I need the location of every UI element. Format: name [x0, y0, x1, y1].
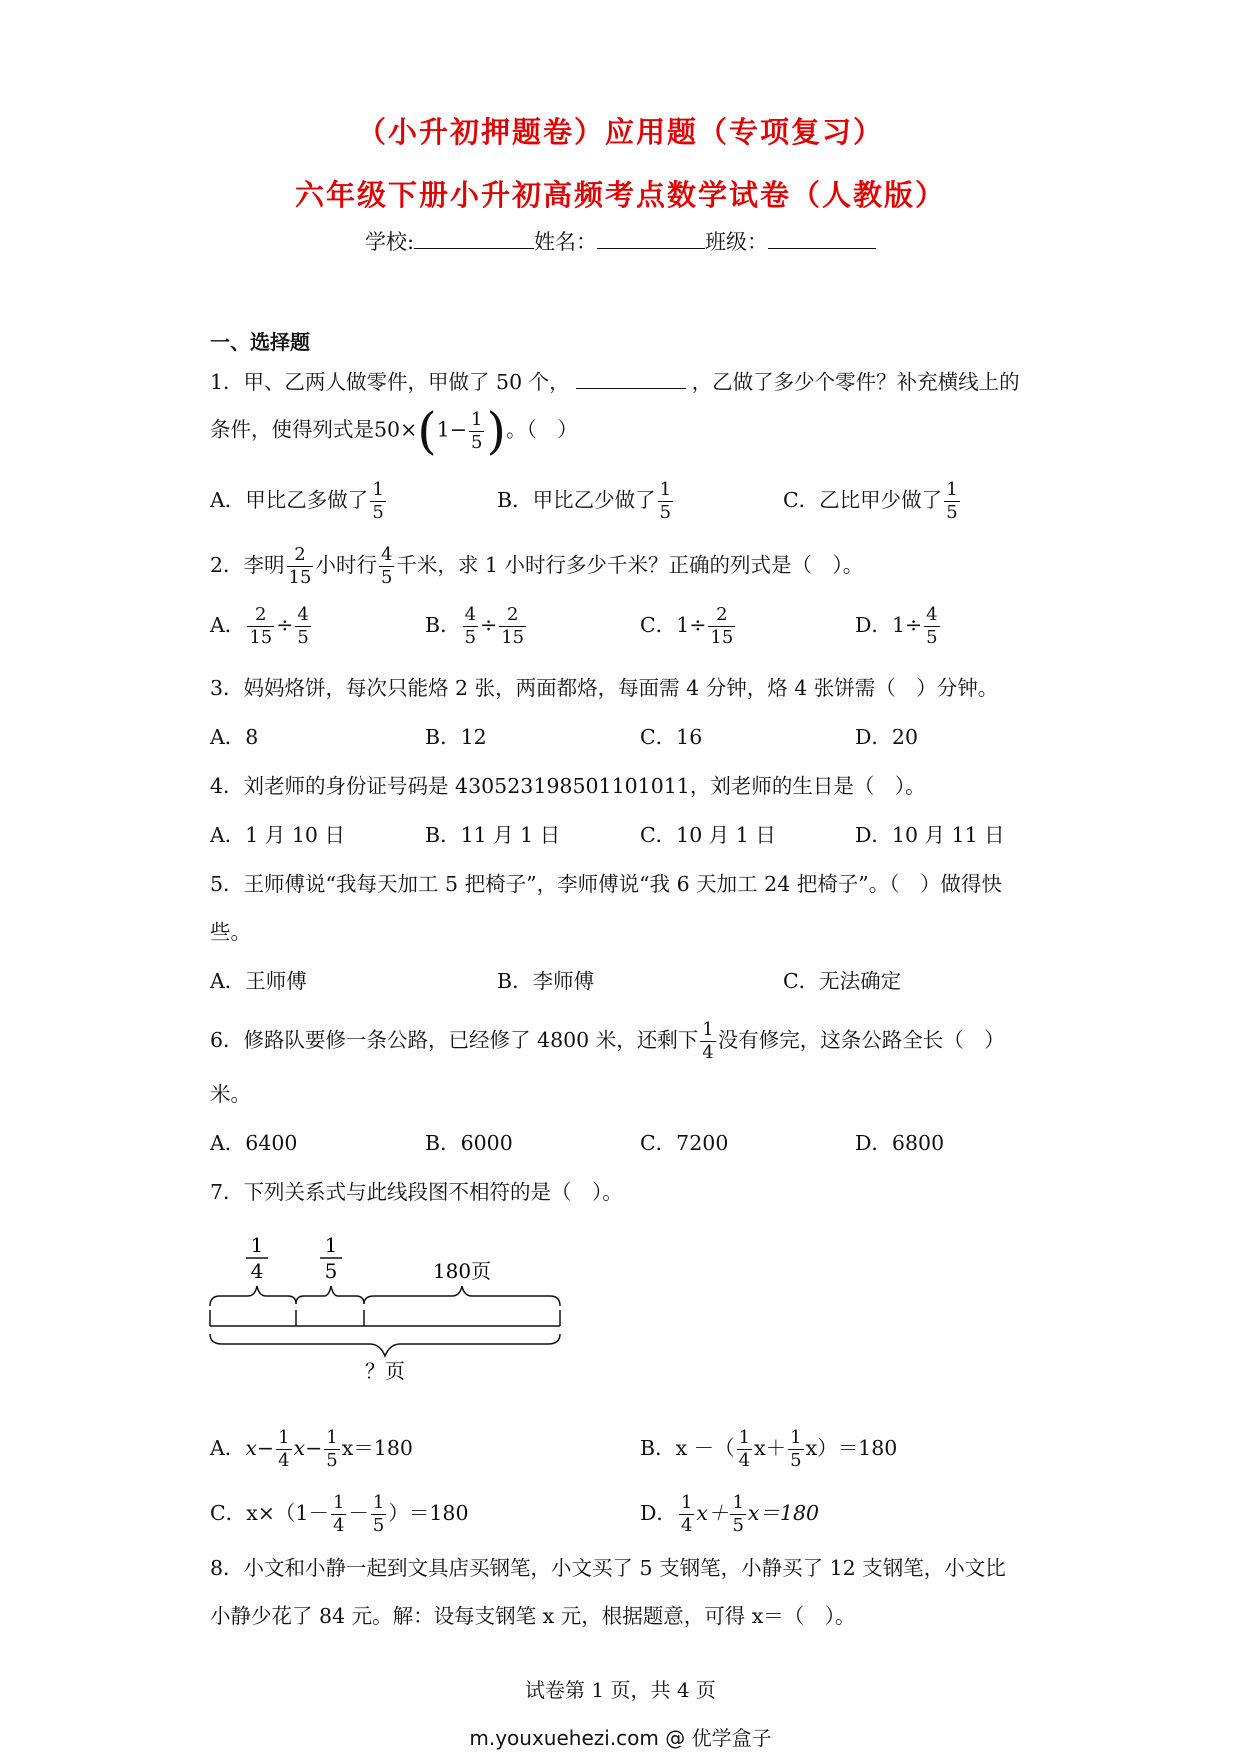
question-7: 7．下列关系式与此线段图不相符的是（ ）。 [210, 1180, 623, 1204]
q3-option-b[interactable]: B．12 [425, 725, 487, 749]
q4-option-d[interactable]: D．10 月 11 日 [855, 823, 1005, 847]
q1-option-c[interactable]: C．乙比甲少做了 $\frac{1}{5}$ [783, 479, 958, 523]
section-heading: 一、选择题 [210, 330, 310, 354]
school-blank[interactable] [414, 228, 534, 249]
question-8-line-1: 8．小文和小静一起到文具店买钢笔，小文买了 5 支钢笔，小静买了 12 支钢笔，小文比 [210, 1556, 1006, 1580]
page-footer: 试卷第 1 页，共 4 页 [525, 1678, 716, 1702]
diagram-fraction-1-5-den: 5 [324, 1259, 338, 1283]
school-label: 学校: [364, 230, 415, 254]
question-6-line-2: 米。 [210, 1082, 251, 1106]
question-5-line-1: 5．王师傅说“我每天加工 5 把椅子”，李师傅说“我 6 天加工 24 把椅子”。（ ）做得快 [210, 872, 1002, 896]
q4-option-c[interactable]: C．10 月 1 日 [640, 823, 776, 847]
exam-subtitle: 六年级下册小升初高频考点数学试卷（人教版） [294, 178, 946, 212]
question-8-line-2: 小静少花了 84 元。解：设每支钢笔 x 元，根据题意，可得 x＝（ ）。 [210, 1604, 856, 1628]
diagram-fraction-1-4-den: 4 [250, 1259, 264, 1283]
q3-option-d[interactable]: D．20 [855, 725, 919, 749]
q5-option-a[interactable]: A．王师傅 [210, 969, 307, 993]
q7-option-c[interactable]: C．x×（1－ $\frac{1}{4}$ － $\frac{1}{5}$ ）＝180 [210, 1492, 469, 1536]
student-info-line [0, 226, 1241, 256]
q5-option-b[interactable]: B．李师傅 [497, 969, 595, 993]
q6-option-a[interactable]: A．6400 [210, 1131, 298, 1155]
q1-option-a[interactable]: A．甲比乙多做了 $\frac{1}{5}$ [210, 479, 384, 523]
question-6-line-1: 6．修路队要修一条公路，已经修了 4800 米，还剩下 $\frac{1}{4}$ 没有修完，这条公路全长（ ） [210, 1019, 1005, 1063]
q6-option-d[interactable]: D．6800 [855, 1131, 945, 1155]
name-blank[interactable] [597, 228, 705, 249]
q4-option-a[interactable]: A．1 月 10 日 [210, 823, 345, 847]
q2-option-d[interactable]: D．1÷ $\frac{4}{5}$ [855, 604, 938, 648]
class-label: 班级： [705, 230, 769, 254]
q2-option-c[interactable]: C．1÷ $\frac{2}{15}$ [640, 604, 734, 648]
q1-option-b[interactable]: B．甲比乙少做了 $\frac{1}{5}$ [497, 479, 672, 523]
q6-option-c[interactable]: C．7200 [640, 1131, 729, 1155]
q5-option-c[interactable]: C．无法确定 [783, 969, 902, 993]
diagram-fraction-1-4-num: 1 [250, 1233, 264, 1257]
question-4: 4．刘老师的身份证号码是 430523198501101011，刘老师的生日是（ ）。 [210, 774, 926, 798]
q6-option-b[interactable]: B．6000 [425, 1131, 513, 1155]
q2-option-a[interactable]: A． $\frac{2}{15}$ ÷ $\frac{4}{5}$ [210, 604, 309, 648]
site-watermark: m.youxuehezi.com @ 优学盒子 [469, 1726, 772, 1750]
diagram-label-180: 180页 [432, 1259, 492, 1283]
question-1-line-2: 条件，使得列式是50×(1− $\frac{1}{5}$ )。（ ） [210, 402, 578, 460]
diagram-label-total: ？页 [365, 1359, 405, 1383]
question-3: 3．妈妈烙饼，每次只能烙 2 张，两面都烙，每面需 4 分钟，烙 4 张饼需（ ）分钟。 [210, 676, 999, 700]
diagram-fraction-1-5-num: 1 [324, 1233, 338, 1257]
q4-option-b[interactable]: B．11 月 1 日 [425, 823, 561, 847]
question-2: 2．李明 $\frac{2}{15}$ 小时行 $\frac{4}{5}$ 千米，求 1 小时行多少千米？正确的列式是（ ）。 [210, 544, 864, 588]
line-segment-diagram [200, 1226, 570, 1396]
q7-option-b[interactable]: B．x －（ $\frac{1}{4}$ x＋ $\frac{1}{5}$ x）＝180 [640, 1427, 898, 1471]
question-1-line-1: 1．甲、乙两人做零件，甲做了 50 个， ，乙做了多少个零件？补充横线上的 [210, 370, 1020, 394]
class-blank[interactable] [768, 228, 876, 249]
q3-option-c[interactable]: C．16 [640, 725, 703, 749]
q1-answer-blank [576, 370, 686, 389]
q2-option-b[interactable]: B． $\frac{4}{5}$ ÷ $\frac{2}{15}$ [425, 604, 525, 648]
name-label: 姓名： [534, 230, 598, 254]
q7-option-a[interactable]: A．x− $\frac{1}{4}$ x− $\frac{1}{5}$ x＝180 [210, 1427, 413, 1471]
question-5-line-2: 些。 [210, 920, 251, 944]
q3-option-a[interactable]: A．8 [210, 725, 259, 749]
exam-title: （小升初押题卷）应用题（专项复习） [356, 115, 884, 149]
q7-option-d[interactable]: D． $\frac{1}{4}$ x＋ $\frac{1}{5}$ x＝180 [640, 1492, 820, 1536]
